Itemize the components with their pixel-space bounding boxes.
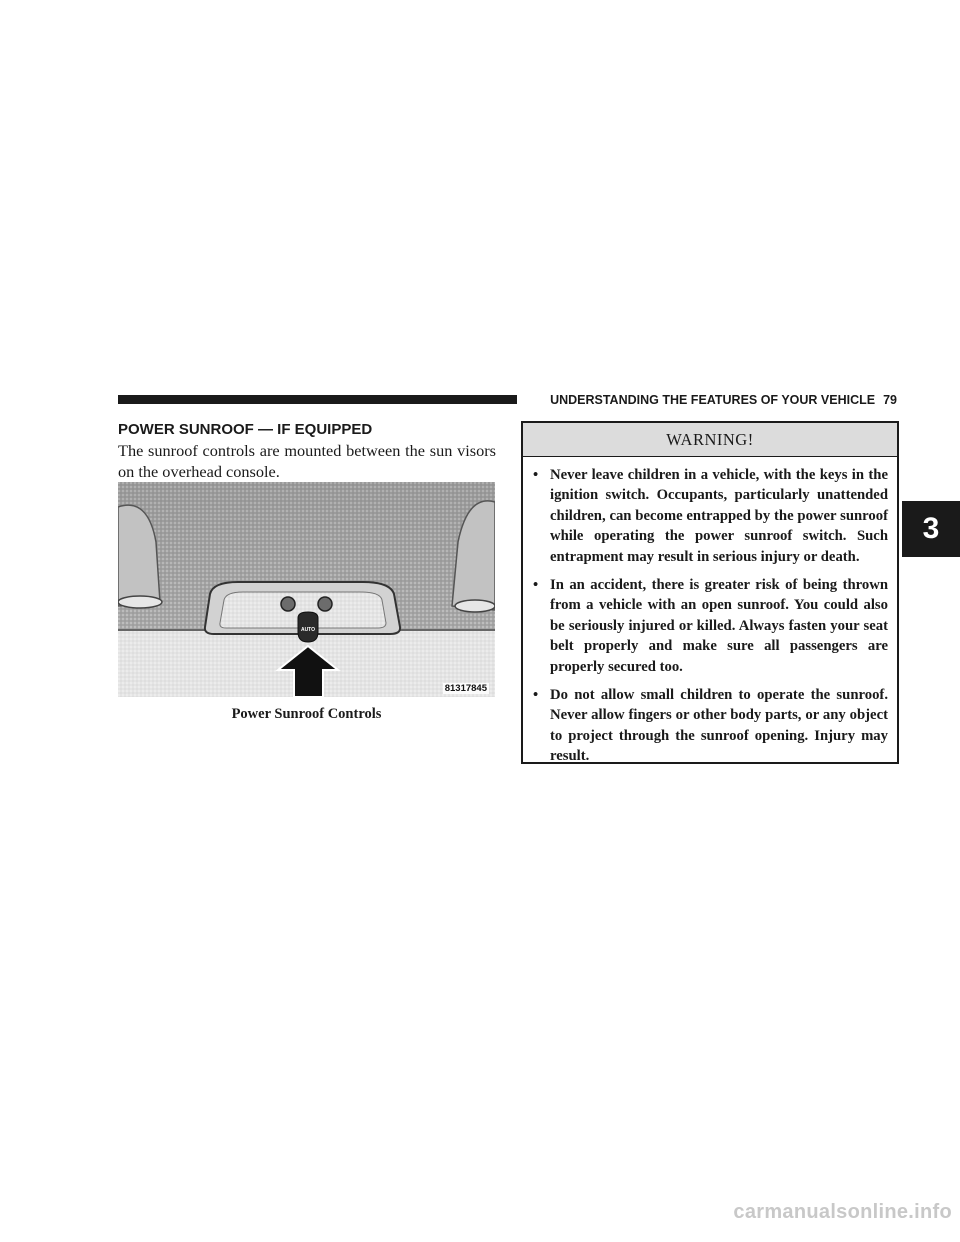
sunroof-controls-figure [118, 482, 495, 697]
header-rule-bar [118, 395, 517, 404]
running-head-section: UNDERSTANDING THE FEATURES OF YOUR VEHICLE [550, 393, 876, 407]
figure-id: 81317845 [444, 683, 487, 694]
bullet-glyph: • [533, 687, 539, 704]
section-title: POWER SUNROOF — IF EQUIPPED [118, 421, 373, 438]
intro-paragraph: The sunroof controls are mounted between the sun visors on the overhead console. [118, 441, 496, 481]
watermark: carmanualsonline.info [733, 1201, 952, 1223]
page-number: 79 [883, 393, 897, 407]
warning-list [523, 457, 897, 767]
warning-item-text: Never leave children in a vehicle, with the keys in the ignition switch. Occupants, particularly unattended children, can become entrapped by the power sunroof while operating the power sunroof switch. Such entrapment may result in serious injury or death. [550, 467, 888, 565]
overhead-console-illustration [118, 482, 495, 697]
warning-item [533, 465, 888, 567]
warning-item-text: In an accident, there is greater risk of being thrown from a vehicle with an open sunroof. You could also be seriously injured or killed. Always fasten your seat belt properly and make sure all passengers are properly secured too. [550, 577, 888, 675]
running-head [525, 392, 897, 408]
figure-caption: Power Sunroof Controls [231, 706, 382, 722]
warning-item [533, 575, 888, 677]
warning-item-text: Do not allow small children to operate the sunroof. Never allow fingers or other body parts, or any object to project through the sunroof opening. Injury may result. [550, 687, 888, 765]
chapter-tab: 3 [902, 501, 960, 557]
switch-label: AUTO [300, 627, 316, 633]
warning-title: WARNING! [523, 423, 897, 457]
bullet-glyph: • [533, 577, 539, 594]
warning-item [533, 685, 888, 767]
warning-box [521, 421, 899, 764]
bullet-glyph: • [533, 467, 539, 483]
